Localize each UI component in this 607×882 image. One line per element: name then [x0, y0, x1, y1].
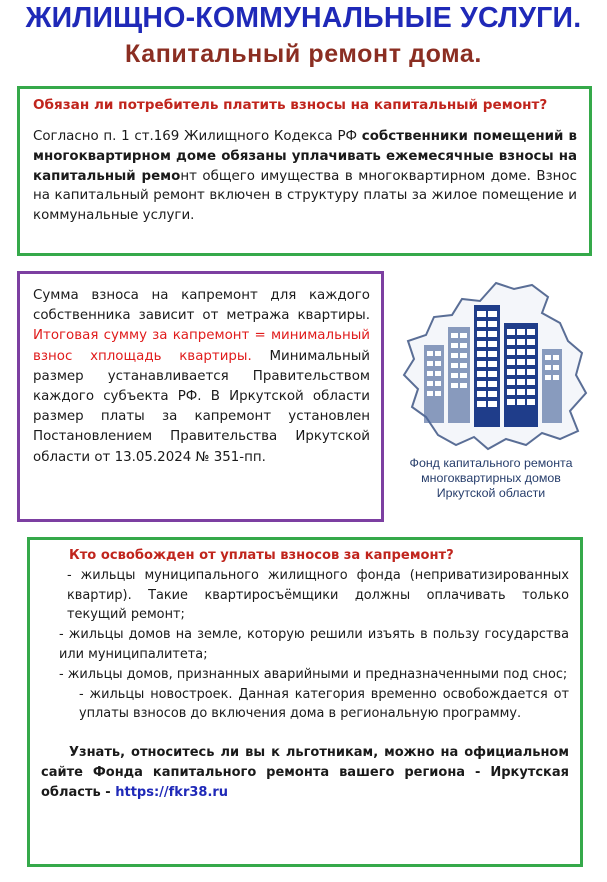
exemption-final-note — [41, 743, 569, 802]
irkutsk-region-map-icon — [392, 279, 590, 459]
fund-logo-line2: многоквартирных домов — [421, 471, 561, 485]
fund-logo-line3: Иркутской области — [436, 486, 546, 500]
obligation-question: Обязан ли потребитель платить взносы на капитальный ремонт? — [33, 97, 548, 113]
exemption-item-emergency: - жильцы домов, признанных аварийными и предназначенными под снос; — [59, 666, 568, 682]
exemption-box — [27, 537, 583, 867]
fund-website-link[interactable]: https://fkr38.ru — [115, 784, 229, 800]
fee-amount-box — [17, 271, 384, 522]
exemption-item-newbuild: - жильцы новостроек. Данная категория временно освобождается от уплаты взносов до включения дома в региональную программу. — [79, 686, 569, 722]
exemption-item-municipal: - жильцы муниципального жилищного фонда (неприватизированных квартир). Такие квартиросъёмщики должны оплачивать только текущий ремонт; — [67, 567, 569, 623]
fund-logo — [392, 279, 590, 515]
exemption-item-land: - жильцы домов на земле, которую решили изъять в пользу государства или муниципалитета; — [59, 627, 569, 662]
exemption-question: Кто освобожден от уплаты взносов за капремонт? — [69, 548, 454, 563]
obligation-text-part2: нт общего имущества в многоквартирном доме. Взнос на капитальный ремонт включен в структуру платы за жилое помещение и коммунальные услуги. — [33, 168, 577, 224]
exemption-final-text: Узнать, относитесь ли вы к льготникам, можно на официальном сайте Фонда капитального ремонта вашего региона - Иркутская область - — [41, 745, 569, 800]
obligation-text-bold: собственники помещений в многоквартирном доме обязаны уплачивать ежемесячные взносы на капитальный ремо — [33, 129, 577, 184]
obligation-text — [33, 127, 577, 226]
fund-logo-line1: Фонд капитального ремонта — [409, 456, 573, 470]
obligation-box — [17, 86, 592, 256]
obligation-text-part1: Согласно п. 1 ст.169 Жилищного Кодекса РФ — [33, 129, 362, 144]
page-subtitle: Капитальный ремонт дома. — [125, 40, 482, 68]
page-title: ЖИЛИЩНО-КОММУНАЛЬНЫЕ УСЛУГИ. — [25, 2, 582, 34]
fund-logo-caption — [392, 456, 590, 501]
fee-amount-text: Сумма взноса на капремонт для каждого собственника зависит от метража квартиры. — [33, 288, 370, 324]
fee-formula: Итоговая сумму за капремонт = минимальный взнос хплощадь квартиры. — [33, 328, 370, 364]
fee-regulation-text: Минимальный размер устанавливается Правительством каждого субъекта РФ. В Иркутской области размер платы за капремонт установлен Постановлением Правительства Иркутской области от 13.05.2024 № 351-пп. — [33, 348, 370, 465]
